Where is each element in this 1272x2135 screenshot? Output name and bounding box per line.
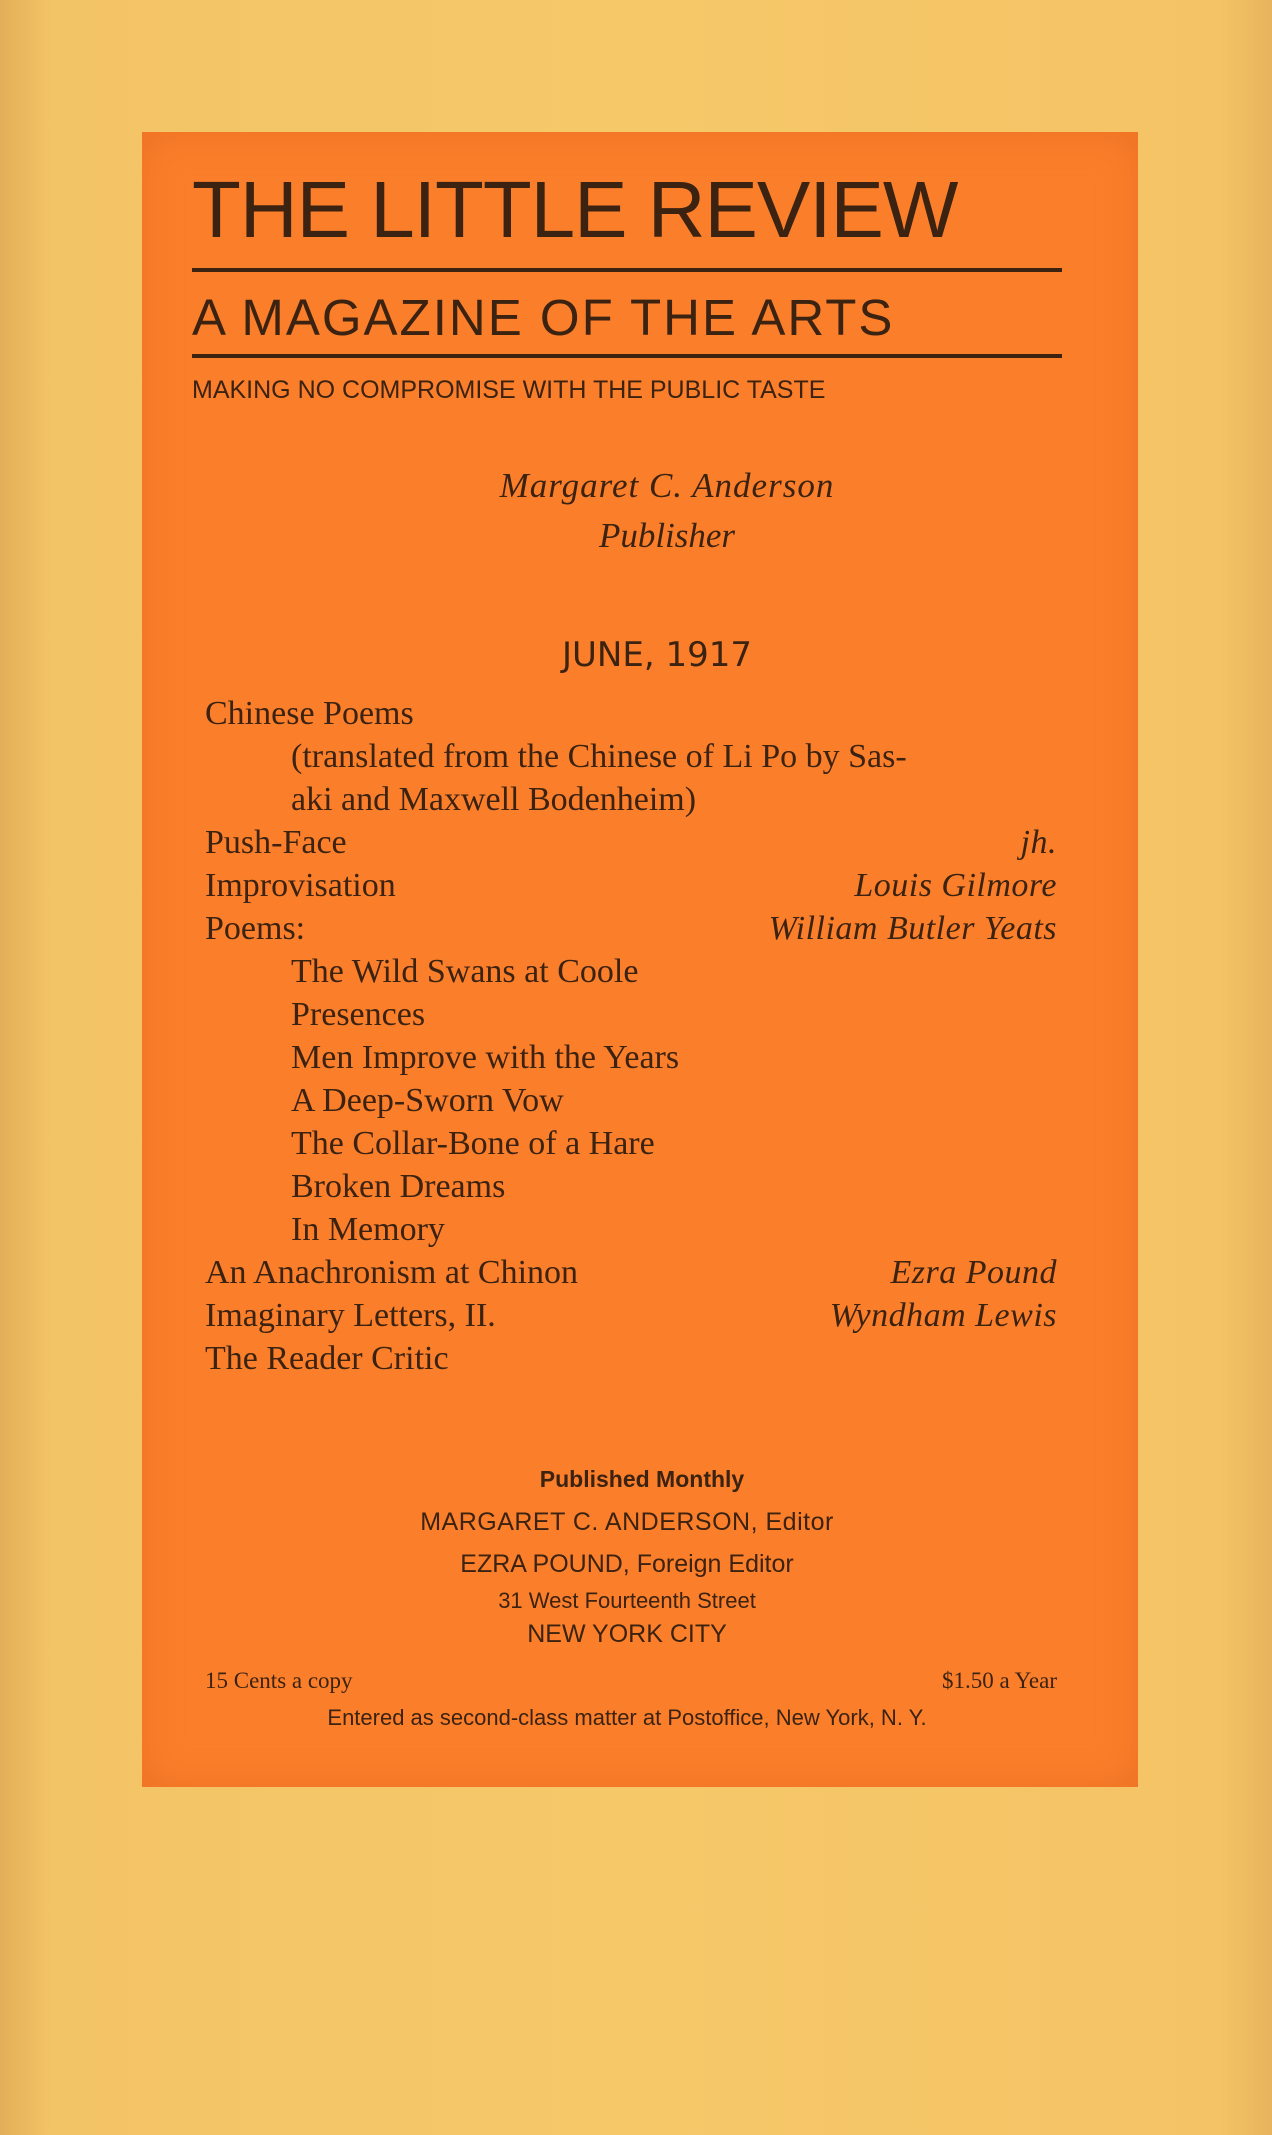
toc-author: Louis Gilmore (854, 867, 1057, 904)
published-monthly: Published Monthly (539, 1466, 745, 1492)
toc-entry (205, 993, 1057, 1036)
postal-notice: Entered as second-class matter at Postoffice, New York, N. Y. (327, 1705, 927, 1730)
toc-title: Push-Face (205, 824, 347, 861)
toc-title: An Anachronism at Chinon (205, 1254, 579, 1291)
toc-author: jh. (1020, 824, 1057, 861)
toc-title: In Memory (291, 1211, 445, 1248)
toc-author: Wyndham Lewis (829, 1297, 1057, 1334)
toc-title: Broken Dreams (291, 1168, 506, 1205)
toc-title: Poems: (205, 910, 306, 947)
toc-title: A Deep-Sworn Vow (291, 1082, 564, 1119)
title-rule-top (192, 268, 1062, 272)
toc-entry (205, 821, 1057, 864)
toc-note: (translated from the Chinese of Li Po by Sas- (291, 738, 907, 775)
toc-entry (205, 692, 1057, 735)
magazine-title: THE LITTLE REVIEW (192, 165, 958, 254)
toc-title: The Reader Critic (205, 1340, 449, 1377)
toc-author: William Butler Yeats (768, 910, 1057, 947)
toc-entry (205, 864, 1057, 907)
toc-entry (205, 1208, 1057, 1251)
magazine-subtitle: A MAGAZINE OF THE ARTS (192, 289, 895, 346)
title-rule-bottom (192, 354, 1062, 358)
toc-entry (205, 1337, 1057, 1380)
toc-entry (205, 950, 1057, 993)
toc-entry (205, 1165, 1057, 1208)
toc-entry (205, 1079, 1057, 1122)
city-line: NEW YORK CITY (527, 1620, 727, 1648)
toc-entry (205, 735, 1057, 778)
toc-title: Men Improve with the Years (291, 1039, 680, 1076)
toc-entry (205, 1036, 1057, 1079)
price-per-copy: 15 Cents a copy (205, 1668, 353, 1693)
toc-note: aki and Maxwell Bodenheim) (291, 781, 697, 818)
toc-title: Presences (291, 996, 426, 1033)
toc-author: Ezra Pound (890, 1254, 1057, 1291)
toc-title: Chinese Poems (205, 695, 414, 732)
publisher-name: Margaret C. Anderson (499, 466, 835, 505)
issue-date: JUNE, 1917 (562, 635, 752, 675)
publisher-role: Publisher (598, 516, 736, 555)
price-row (205, 1668, 1057, 1694)
price-per-year: $1.50 a Year (942, 1668, 1057, 1693)
toc-entry (205, 907, 1057, 950)
toc-title: The Collar-Bone of a Hare (291, 1125, 655, 1162)
table-of-contents (205, 692, 1057, 1380)
editor-line: MARGARET C. ANDERSON, Editor (420, 1508, 834, 1536)
toc-title: The Wild Swans at Coole (291, 953, 639, 990)
toc-entry (205, 1122, 1057, 1165)
toc-title: Improvisation (205, 867, 396, 904)
foreign-editor-line: EZRA POUND, Foreign Editor (460, 1550, 794, 1578)
street-address: 31 West Fourteenth Street (498, 1588, 756, 1613)
toc-entry (205, 1294, 1057, 1337)
toc-entry (205, 1251, 1057, 1294)
toc-entry (205, 778, 1057, 821)
toc-title: Imaginary Letters, II. (205, 1297, 496, 1334)
magazine-tagline: MAKING NO COMPROMISE WITH THE PUBLIC TASTE (192, 376, 826, 404)
